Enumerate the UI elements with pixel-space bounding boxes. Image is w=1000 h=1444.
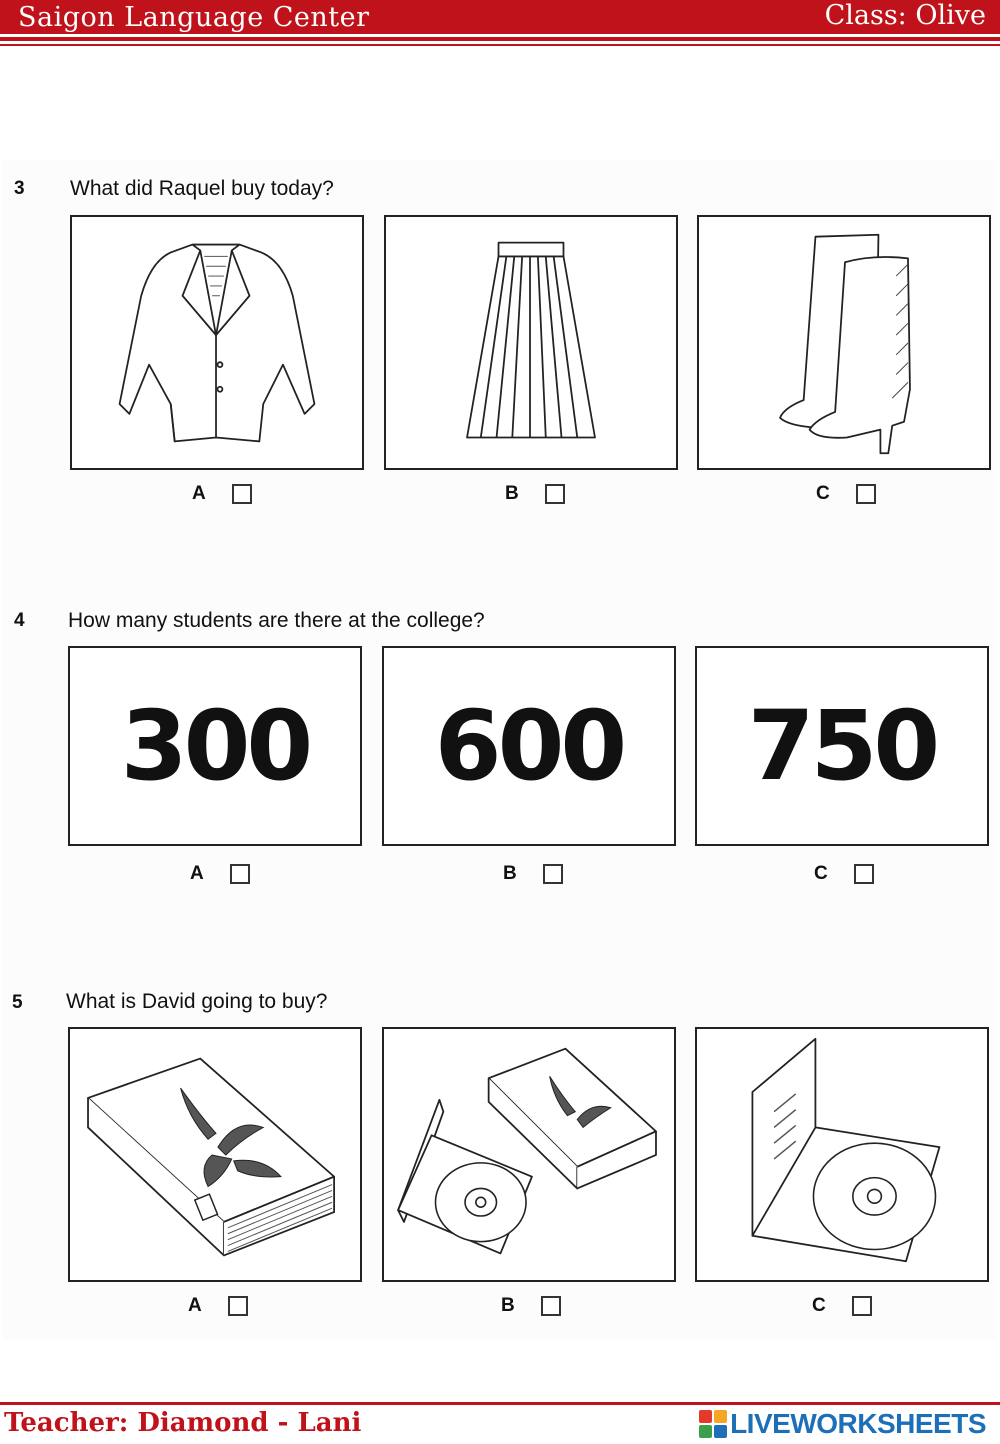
option-4b-value: 600: [434, 690, 624, 802]
jacket-icon: [72, 217, 362, 468]
option-3c-checkbox[interactable]: [856, 484, 876, 504]
header-divider-thin: [0, 44, 1000, 46]
question-5-text: What is David going to buy?: [66, 990, 328, 1013]
option-3a-checkbox[interactable]: [232, 484, 252, 504]
cd-icon: [697, 1029, 987, 1280]
book-icon: [70, 1029, 360, 1280]
option-5b-checkbox[interactable]: [541, 1296, 561, 1316]
liveworksheets-icon: [699, 1410, 727, 1438]
option-5a-letter: A: [188, 1295, 202, 1316]
skirt-icon: [386, 217, 676, 468]
question-5-number: 5: [12, 992, 23, 1013]
header-bar: [0, 0, 1000, 34]
brand-name: LIVEWORKSHEETS: [730, 1408, 986, 1439]
option-3b: [505, 483, 565, 505]
option-4c-checkbox[interactable]: [854, 864, 874, 884]
option-4a-checkbox[interactable]: [230, 864, 250, 884]
option-4c-value: 750: [747, 690, 937, 802]
question-3-text: What did Raquel buy today?: [70, 177, 334, 200]
option-3a: [192, 483, 252, 505]
option-4b-letter: B: [503, 863, 517, 884]
option-4c: [814, 863, 874, 885]
option-4a: [190, 863, 250, 885]
option-3c: [816, 483, 876, 505]
boots-icon: [699, 217, 989, 468]
option-4c-box: [695, 646, 989, 846]
brand-logo[interactable]: [699, 1408, 986, 1440]
option-5b-letter: B: [501, 1295, 515, 1316]
question-3-number: 3: [14, 178, 25, 199]
option-4a-box: [68, 646, 362, 846]
option-3b-checkbox[interactable]: [545, 484, 565, 504]
option-4c-letter: C: [814, 863, 828, 884]
option-3c-image: [697, 215, 991, 470]
option-5a-image: [68, 1027, 362, 1282]
option-3c-letter: C: [816, 483, 830, 504]
cd-and-book-icon: [384, 1029, 674, 1280]
option-5c-image: [695, 1027, 989, 1282]
teacher-name: Teacher: Diamond - Lani: [4, 1408, 362, 1438]
question-4-number: 4: [14, 610, 25, 631]
option-5a: [188, 1295, 248, 1317]
question-4-text: How many students are there at the college?: [68, 609, 485, 632]
school-name: Saigon Language Center: [18, 2, 370, 33]
option-4a-value: 300: [120, 690, 310, 802]
option-5c-checkbox[interactable]: [852, 1296, 872, 1316]
option-3b-image: [384, 215, 678, 470]
footer-divider: [0, 1402, 1000, 1405]
option-5a-checkbox[interactable]: [228, 1296, 248, 1316]
option-4b-checkbox[interactable]: [543, 864, 563, 884]
option-5b-image: [382, 1027, 676, 1282]
header-divider: [0, 37, 1000, 41]
option-4a-letter: A: [190, 863, 204, 884]
option-3a-letter: A: [192, 483, 206, 504]
option-5b: [501, 1295, 561, 1317]
option-4b: [503, 863, 563, 885]
option-4b-box: [382, 646, 676, 846]
class-label: Class: Olive: [824, 0, 986, 31]
option-3a-image: [70, 215, 364, 470]
option-5c-letter: C: [812, 1295, 826, 1316]
option-3b-letter: B: [505, 483, 519, 504]
option-5c: [812, 1295, 872, 1317]
